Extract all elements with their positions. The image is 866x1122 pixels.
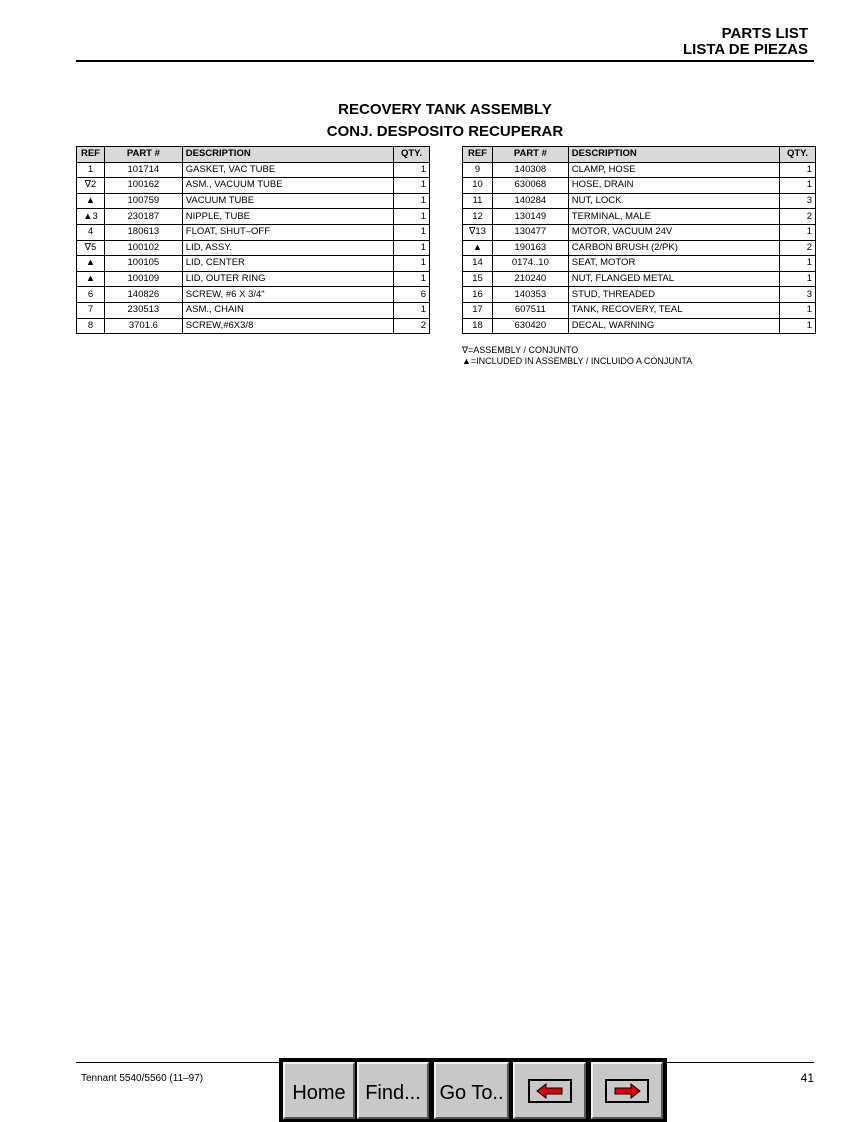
cell-part: 130477: [492, 224, 568, 240]
page-header: [683, 26, 808, 58]
cell-part: 100102: [104, 240, 182, 256]
cell-desc: SCREW, #6 X 3/4": [182, 287, 393, 303]
home-button[interactable]: [283, 1062, 355, 1119]
col-part-header: PART #: [492, 147, 568, 163]
cell-desc: STUD, THREADED: [568, 287, 779, 303]
col-ref-header: REF: [77, 147, 105, 163]
cell-qty: 1: [780, 178, 816, 194]
left-arrow-icon: [528, 1079, 572, 1103]
cell-qty: 1: [394, 271, 430, 287]
legend-included: ▲=INCLUDED IN ASSEMBLY / INCLUIDO A CONJUNTA: [462, 356, 693, 366]
cell-desc: HOSE, DRAIN: [568, 178, 779, 194]
cell-qty: 1: [394, 224, 430, 240]
table-row: [463, 287, 816, 303]
cell-ref: 1: [77, 162, 105, 178]
table-row: [77, 162, 430, 178]
col-desc-header: DESCRIPTION: [182, 147, 393, 163]
table-row: [77, 318, 430, 334]
cell-ref: 4: [77, 224, 105, 240]
cell-part: 230513: [104, 302, 182, 318]
previous-page-button[interactable]: [513, 1062, 586, 1119]
cell-desc: DECAL, WARNING: [568, 318, 779, 334]
goto-label: Go To..: [439, 1082, 504, 1104]
cell-desc: ASM., VACUUM TUBE: [182, 178, 393, 194]
cell-qty: 1: [394, 162, 430, 178]
cell-part: 0174..10: [492, 256, 568, 272]
cell-part: 140826: [104, 287, 182, 303]
cell-desc: NUT, FLANGED METAL: [568, 271, 779, 287]
cell-part: 630420: [492, 318, 568, 334]
cell-ref: 18: [463, 318, 493, 334]
cell-ref: 17: [463, 302, 493, 318]
cell-qty: 3: [780, 287, 816, 303]
col-qty-header: QTY.: [394, 147, 430, 163]
home-label: Home: [292, 1082, 346, 1104]
cell-qty: 2: [780, 240, 816, 256]
cell-ref: 14: [463, 256, 493, 272]
footer-model: Tennant 5540/5560 (11–97): [81, 1073, 204, 1084]
table-row: [463, 318, 816, 334]
cell-qty: 1: [780, 224, 816, 240]
goto-button[interactable]: [434, 1062, 509, 1119]
table-row: [77, 240, 430, 256]
table-row: [77, 209, 430, 225]
cell-ref: ▲: [77, 193, 105, 209]
table-row: [463, 240, 816, 256]
cell-part: 3701.6: [104, 318, 182, 334]
cell-qty: 1: [394, 209, 430, 225]
table-row: [463, 302, 816, 318]
table-header-row: [77, 147, 430, 163]
footer-rule-left: [76, 1062, 280, 1063]
section-title-en: RECOVERY TANK ASSEMBLY: [338, 101, 552, 118]
cell-part: 100759: [104, 193, 182, 209]
table-row: [463, 178, 816, 194]
col-part-header: PART #: [104, 147, 182, 163]
cell-qty: 1: [394, 178, 430, 194]
cell-ref: 10: [463, 178, 493, 194]
cell-part: 130149: [492, 209, 568, 225]
cell-part: 230187: [104, 209, 182, 225]
right-arrow-icon: [605, 1079, 649, 1103]
table-row: [77, 287, 430, 303]
page-number: 41: [800, 1071, 814, 1085]
table-row: [463, 271, 816, 287]
next-page-button[interactable]: [591, 1062, 663, 1119]
cell-qty: 3: [780, 193, 816, 209]
cell-ref: 9: [463, 162, 493, 178]
col-qty-header: QTY.: [780, 147, 816, 163]
cell-qty: 1: [780, 302, 816, 318]
legend-assembly: ∇=ASSEMBLY / CONJUNTO: [462, 345, 579, 355]
find-button[interactable]: [357, 1062, 429, 1119]
cell-ref: 6: [77, 287, 105, 303]
cell-qty: 1: [394, 256, 430, 272]
cell-desc: LID, OUTER RING: [182, 271, 393, 287]
cell-desc: LID, ASSY.: [182, 240, 393, 256]
table-row: [77, 271, 430, 287]
cell-desc: NIPPLE, TUBE: [182, 209, 393, 225]
cell-part: 100105: [104, 256, 182, 272]
cell-ref: ∇2: [77, 178, 105, 194]
table-row: [463, 256, 816, 272]
table-row: [463, 193, 816, 209]
cell-desc: TERMINAL, MALE: [568, 209, 779, 225]
cell-qty: 1: [780, 162, 816, 178]
cell-ref: ▲3: [77, 209, 105, 225]
cell-desc: SEAT, MOTOR: [568, 256, 779, 272]
table-row: [463, 162, 816, 178]
table-row: [463, 209, 816, 225]
cell-qty: 1: [780, 256, 816, 272]
cell-qty: 1: [394, 240, 430, 256]
cell-part: 100162: [104, 178, 182, 194]
cell-part: 630068: [492, 178, 568, 194]
cell-desc: TANK, RECOVERY, TEAL: [568, 302, 779, 318]
cell-ref: ▲: [463, 240, 493, 256]
cell-desc: GASKET, VAC TUBE: [182, 162, 393, 178]
cell-ref: 8: [77, 318, 105, 334]
cell-qty: 1: [780, 271, 816, 287]
table-row: [77, 193, 430, 209]
footer-rule-right: [666, 1062, 814, 1063]
table-header-row: [463, 147, 816, 163]
cell-part: 100109: [104, 271, 182, 287]
cell-ref: 16: [463, 287, 493, 303]
parts-table-right: [462, 146, 816, 334]
header-rule: [76, 60, 814, 62]
cell-qty: 1: [394, 193, 430, 209]
cell-qty: 2: [394, 318, 430, 334]
col-desc-header: DESCRIPTION: [568, 147, 779, 163]
col-ref-header: REF: [463, 147, 493, 163]
find-label: Find...: [365, 1082, 421, 1104]
section-title-es: CONJ. DESPOSITO RECUPERAR: [326, 123, 564, 140]
parts-table-left: [76, 146, 430, 334]
cell-part: 140308: [492, 162, 568, 178]
cell-part: 140284: [492, 193, 568, 209]
table-row: [463, 224, 816, 240]
cell-ref: 7: [77, 302, 105, 318]
cell-part: 101714: [104, 162, 182, 178]
table-row: [77, 302, 430, 318]
cell-desc: SCREW,#6X3/8: [182, 318, 393, 334]
cell-desc: CARBON BRUSH (2/PK): [568, 240, 779, 256]
cell-desc: MOTOR, VACUUM 24V: [568, 224, 779, 240]
cell-ref: 15: [463, 271, 493, 287]
table-row: [77, 224, 430, 240]
cell-qty: 2: [780, 209, 816, 225]
cell-part: 180613: [104, 224, 182, 240]
cell-part: 607511: [492, 302, 568, 318]
table-row: [77, 256, 430, 272]
cell-desc: NUT, LOCK: [568, 193, 779, 209]
cell-ref: 12: [463, 209, 493, 225]
cell-qty: 1: [780, 318, 816, 334]
cell-ref: 11: [463, 193, 493, 209]
cell-ref: ▲: [77, 271, 105, 287]
cell-ref: ∇5: [77, 240, 105, 256]
cell-desc: FLOAT, SHUT–OFF: [182, 224, 393, 240]
cell-desc: ASM., CHAIN: [182, 302, 393, 318]
header-title-en: PARTS LIST: [721, 25, 808, 42]
cell-part: 210240: [492, 271, 568, 287]
header-title-es: LISTA DE PIEZAS: [682, 41, 808, 58]
cell-ref: ▲: [77, 256, 105, 272]
cell-part: 190163: [492, 240, 568, 256]
cell-desc: LID, CENTER: [182, 256, 393, 272]
navigation-bar: [279, 1058, 667, 1122]
symbol-legend: [462, 345, 692, 367]
cell-part: 140353: [492, 287, 568, 303]
cell-ref: ∇13: [463, 224, 493, 240]
cell-desc: VACUUM TUBE: [182, 193, 393, 209]
table-row: [77, 178, 430, 194]
cell-desc: CLAMP, HOSE: [568, 162, 779, 178]
cell-qty: 6: [394, 287, 430, 303]
cell-qty: 1: [394, 302, 430, 318]
